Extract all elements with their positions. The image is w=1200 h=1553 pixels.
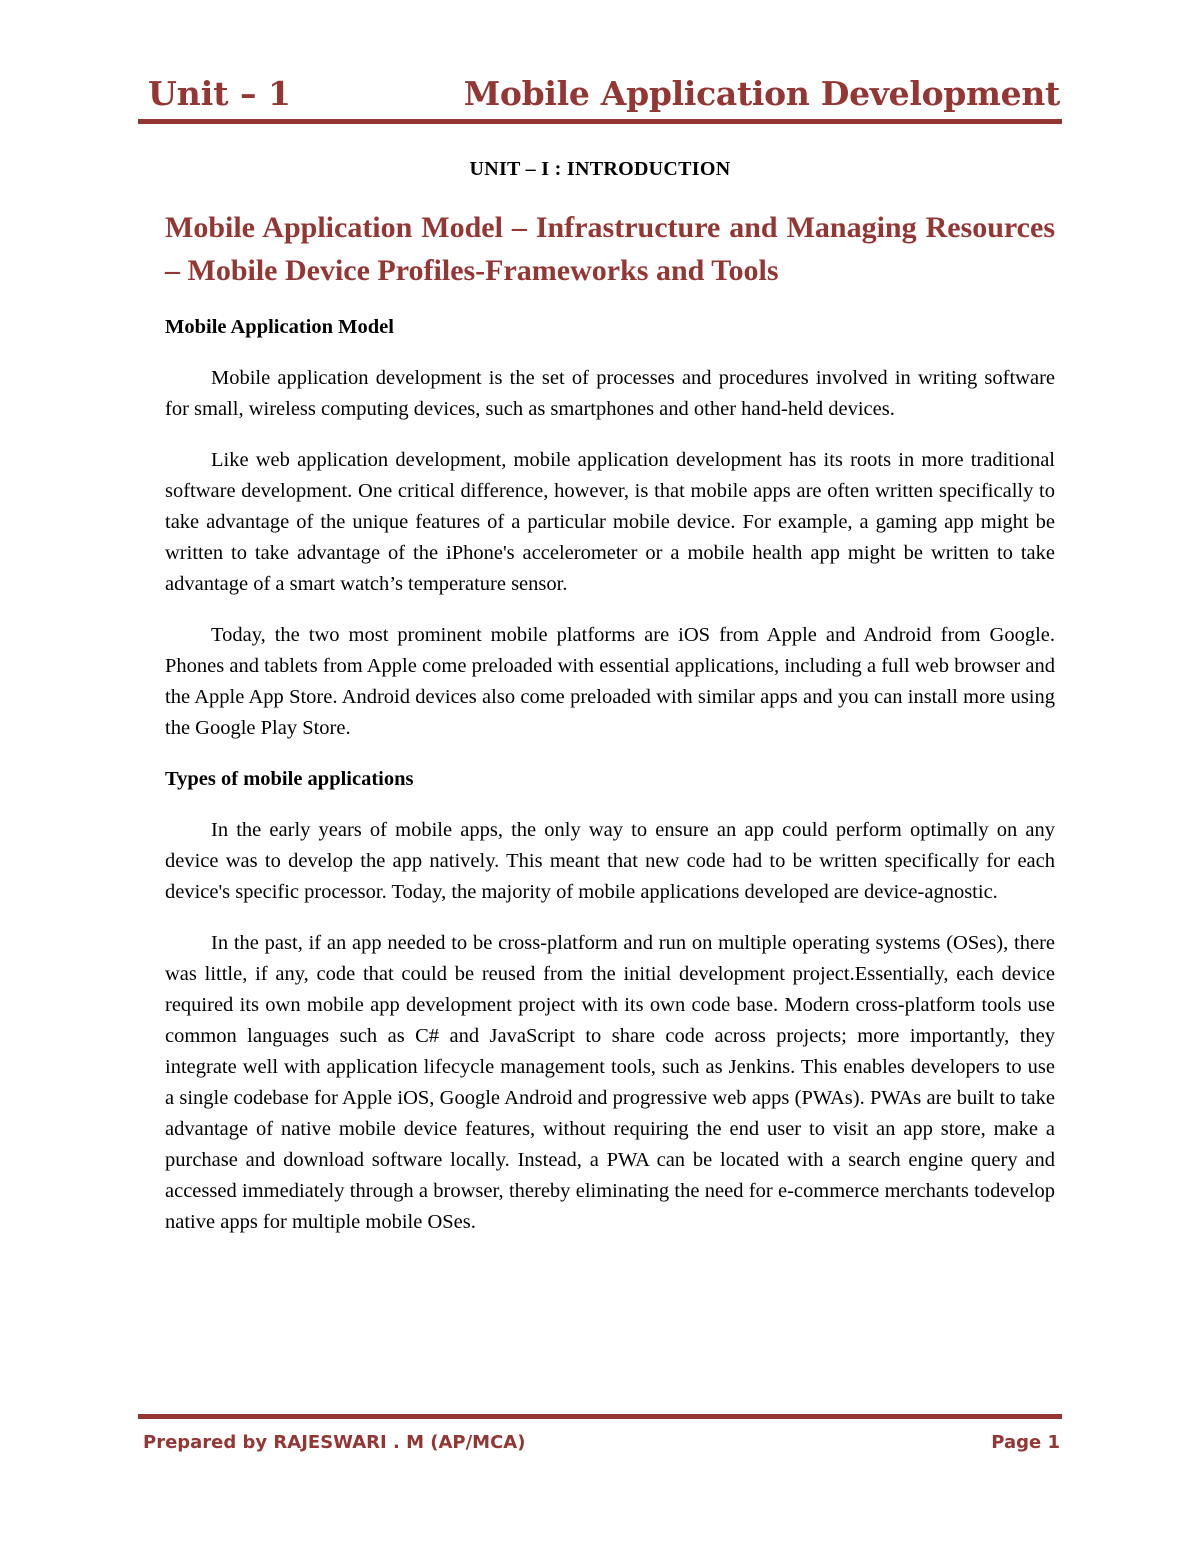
paragraph: Like web application development, mobile application development has its roots in more traditional software development. One critical difference, however, is that mobile apps are often written specifically to take advantage of the unique features of a particular mobile device. For example, a gaming app might be written to take advantage of the iPhone's accelerometer or a mobile health app might be written to take advantage of a smart watch’s temperature sensor.	[165, 449, 1055, 595]
section-heading-types: Types of mobile applications	[165, 768, 414, 790]
header-divider	[138, 119, 1062, 124]
page-header	[148, 72, 1060, 116]
page-number: Page 1	[991, 1432, 1060, 1453]
section-heading-model: Mobile Application Model	[165, 316, 394, 338]
paragraph: Mobile application development is the set of processes and procedures involved in writing software for small, wireless computing devices, such as smartphones and other hand-held devices.	[165, 367, 1055, 420]
unit-title: UNIT – I : INTRODUCTION	[469, 158, 731, 180]
header-unit-label: Unit – 1	[148, 74, 291, 113]
page-footer	[143, 1428, 1060, 1458]
paragraph: Today, the two most prominent mobile platforms are iOS from Apple and Android from Google. Phones and tablets from Apple come preloaded with essential applications, including a full web browser and the Apple App Store. Android devices also come preloaded with similar apps and you can install more using the Google Play Store.	[165, 624, 1055, 739]
paragraph: In the past, if an app needed to be cross-platform and run on multiple operating systems (OSes), there was little, if any, code that could be reused from the initial development project.Essentially, each device required its own mobile app development project with its own code base. Modern cross-platform tools use common languages such as C# and JavaScript to share code across projects; more importantly, they integrate well with application lifecycle management tools, such as Jenkins. This enables developers to use a single codebase for Apple iOS, Google Android and progressive web apps (PWAs). PWAs are built to take advantage of native mobile device features, without requiring the end user to visit an app store, make a purchase and download software locally. Instead, a PWA can be located with a search engine query and accessed immediately through a browser, thereby eliminating the need for e-commerce merchants todevelop native apps for multiple mobile OSes.	[165, 932, 1055, 1233]
main-heading: Mobile Application Model – Infrastructure and Managing Resources – Mobile Device Profiles-Frameworks and Tools	[165, 211, 1055, 287]
footer-divider	[138, 1414, 1062, 1419]
paragraph: In the early years of mobile apps, the only way to ensure an app could perform optimally on any device was to develop the app natively. This meant that new code had to be written specifically for each device's specific processor. Today, the majority of mobile applications developed are device-agnostic.	[165, 819, 1055, 903]
footer-author: Prepared by RAJESWARI . M (AP/MCA)	[143, 1432, 526, 1453]
header-course-title: Mobile Application Development	[463, 74, 1060, 113]
body-content	[165, 312, 1055, 1258]
